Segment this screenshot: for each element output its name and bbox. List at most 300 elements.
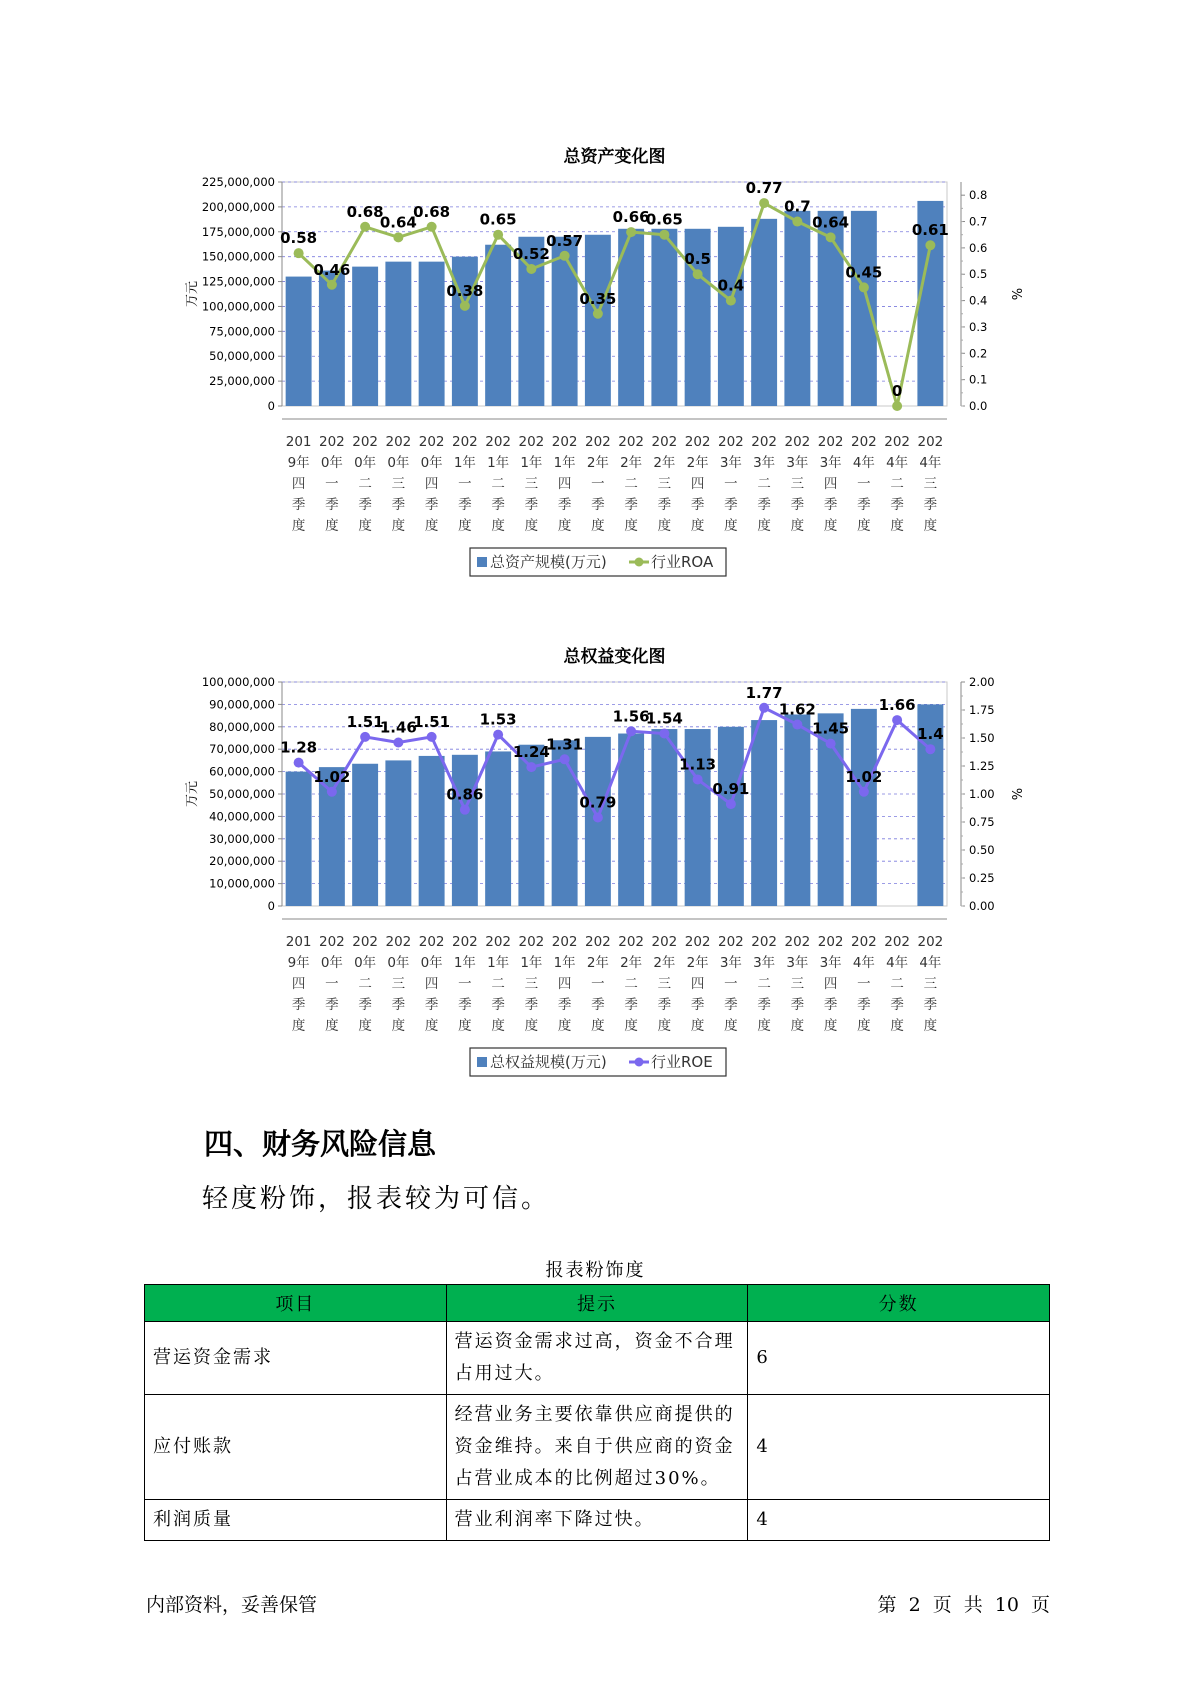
x-tick-label-line: 一 bbox=[857, 976, 871, 992]
x-tick-label-line: 1年 bbox=[453, 455, 476, 471]
x-tick-label-line: 季 bbox=[923, 497, 938, 513]
x-tick-label-line: 季 bbox=[923, 997, 938, 1013]
bar bbox=[784, 714, 810, 906]
x-tick-label bbox=[784, 434, 810, 534]
line-point bbox=[327, 280, 337, 290]
x-tick-label-line: 202 bbox=[817, 934, 844, 950]
x-tick-label-line: 202 bbox=[418, 934, 445, 950]
x-tick-label-line: 0年 bbox=[420, 955, 443, 971]
x-tick-label-line: 度 bbox=[890, 518, 904, 534]
bar bbox=[452, 755, 478, 906]
x-tick-label-line: 度 bbox=[557, 518, 572, 534]
x-tick-label-line: 季 bbox=[657, 497, 672, 513]
x-tick-label-line: 度 bbox=[358, 518, 372, 534]
x-tick-label-line: 202 bbox=[352, 434, 379, 450]
x-tick-label-line: 度 bbox=[424, 1018, 439, 1034]
x-tick-label bbox=[784, 934, 810, 1034]
x-tick-label-line: 季 bbox=[890, 997, 904, 1013]
x-tick-label-line: 202 bbox=[717, 934, 744, 950]
risk-summary: 轻度粉饰，报表较为可信。 bbox=[202, 1184, 551, 1214]
y2-tick-label: 1.50 bbox=[969, 731, 995, 745]
y2-tick-label: 1.00 bbox=[969, 787, 995, 801]
data-label: 0.4 bbox=[717, 276, 745, 295]
x-tick-label-line: 202 bbox=[784, 934, 811, 950]
bar bbox=[851, 709, 877, 906]
x-tick-label bbox=[651, 934, 677, 1034]
data-label: 1.4 bbox=[917, 725, 944, 744]
x-tick-label-line: 四 bbox=[557, 476, 572, 492]
x-tick-label-line: 202 bbox=[584, 434, 611, 450]
bar bbox=[352, 764, 378, 906]
table-row bbox=[145, 1395, 1050, 1500]
y-tick-label: 150,000,000 bbox=[201, 249, 275, 264]
x-tick-label-line: 3年 bbox=[719, 455, 742, 471]
y2-tick-label: 0.50 bbox=[969, 843, 995, 857]
x-tick-label-line: 二 bbox=[624, 976, 638, 992]
x-tick-label-line: 二 bbox=[757, 976, 771, 992]
section-title: 四、财务风险信息 bbox=[204, 1127, 437, 1161]
y-tick-label: 100,000,000 bbox=[201, 299, 275, 314]
x-tick-label bbox=[518, 934, 544, 1034]
x-tick-label-line: 202 bbox=[618, 934, 645, 950]
x-tick-label bbox=[818, 934, 844, 1034]
bar bbox=[385, 262, 411, 406]
table-row bbox=[145, 1500, 1050, 1541]
x-tick-label-line: 季 bbox=[591, 497, 605, 513]
x-tick-label-line: 季 bbox=[823, 997, 838, 1013]
x-tick-label-line: 202 bbox=[917, 934, 944, 950]
x-tick-label-line: 季 bbox=[424, 497, 439, 513]
bar bbox=[784, 211, 810, 406]
x-tick-label-line: 202 bbox=[584, 934, 611, 950]
line-point bbox=[693, 269, 703, 279]
x-tick-label-line: 度 bbox=[291, 1018, 306, 1034]
x-tick-label-line: 季 bbox=[624, 997, 638, 1013]
x-tick-label bbox=[485, 934, 511, 1034]
bar bbox=[552, 237, 578, 406]
x-tick-label-line: 202 bbox=[751, 434, 778, 450]
x-tick-label-line: 二 bbox=[358, 476, 372, 492]
x-tick-label-line: 四 bbox=[424, 476, 439, 492]
line-point bbox=[626, 227, 636, 237]
x-tick-label-line: 202 bbox=[651, 434, 678, 450]
x-tick-label-line: 季 bbox=[391, 497, 406, 513]
x-tick-label bbox=[552, 934, 578, 1034]
bar bbox=[851, 211, 877, 406]
x-tick-label bbox=[651, 434, 677, 534]
x-tick-label-line: 度 bbox=[790, 1018, 805, 1034]
x-tick-label-line: 202 bbox=[485, 934, 512, 950]
header-hint: 提示 bbox=[446, 1285, 748, 1322]
data-label: 0.61 bbox=[911, 221, 949, 240]
x-tick-label-line: 季 bbox=[757, 997, 771, 1013]
x-tick-label bbox=[286, 434, 312, 534]
line-point bbox=[659, 729, 669, 739]
x-tick-label bbox=[718, 434, 744, 534]
x-tick-label-line: 2年 bbox=[620, 955, 643, 971]
x-tick-label bbox=[452, 934, 478, 1034]
x-tick-label bbox=[585, 934, 611, 1034]
x-tick-label-line: 三 bbox=[923, 476, 938, 492]
x-tick-label-line: 季 bbox=[391, 997, 406, 1013]
x-tick-label bbox=[751, 434, 777, 534]
row-item: 利润质量 bbox=[145, 1500, 447, 1541]
x-tick-label-line: 1年 bbox=[487, 955, 510, 971]
x-tick-label-line: 4年 bbox=[886, 955, 909, 971]
x-tick-label-line: 1年 bbox=[520, 455, 543, 471]
x-tick-label-line: 季 bbox=[624, 497, 638, 513]
data-label: 0.45 bbox=[845, 263, 883, 282]
x-tick-label-line: 二 bbox=[890, 976, 904, 992]
x-tick-label-line: 三 bbox=[524, 476, 539, 492]
data-label: 0.79 bbox=[579, 793, 617, 812]
x-tick-label-line: 三 bbox=[657, 976, 672, 992]
x-tick-label-line: 季 bbox=[491, 997, 505, 1013]
line-point bbox=[460, 805, 470, 815]
line-point bbox=[560, 754, 570, 764]
bar bbox=[385, 760, 411, 906]
line-point bbox=[427, 732, 437, 742]
table-caption: 报表粉饰度 bbox=[545, 1260, 646, 1281]
x-tick-label-line: 0年 bbox=[354, 455, 377, 471]
x-tick-label-line: 四 bbox=[823, 476, 838, 492]
x-tick-label-line: 0年 bbox=[320, 955, 343, 971]
line-point bbox=[393, 737, 403, 747]
data-label: 1.53 bbox=[479, 710, 517, 729]
x-tick-label-line: 度 bbox=[857, 518, 871, 534]
x-tick-label-line: 一 bbox=[325, 976, 339, 992]
x-tick-label bbox=[552, 434, 578, 534]
x-tick-label bbox=[917, 434, 943, 534]
x-tick-label-line: 度 bbox=[724, 1018, 738, 1034]
x-tick-label-line: 202 bbox=[485, 434, 512, 450]
x-tick-label-line: 季 bbox=[325, 497, 339, 513]
x-tick-label bbox=[518, 434, 544, 534]
x-tick-label-line: 202 bbox=[651, 934, 678, 950]
line-point bbox=[759, 703, 769, 713]
line-point bbox=[792, 217, 802, 227]
y2-tick-label: 2.00 bbox=[969, 675, 995, 689]
data-label: 1.28 bbox=[280, 738, 318, 757]
x-tick-label bbox=[685, 934, 711, 1034]
data-label: 0.68 bbox=[346, 202, 384, 221]
bar bbox=[485, 245, 511, 406]
x-tick-label-line: 3年 bbox=[719, 955, 742, 971]
bar bbox=[419, 756, 445, 906]
x-tick-label bbox=[718, 934, 744, 1034]
x-tick-label-line: 9年 bbox=[287, 955, 310, 971]
x-tick-label-line: 度 bbox=[325, 1018, 339, 1034]
y-tick-label: 200,000,000 bbox=[201, 199, 275, 214]
x-tick-label-line: 1年 bbox=[453, 955, 476, 971]
data-label: 1.46 bbox=[379, 718, 417, 737]
x-tick-label-line: 202 bbox=[717, 434, 744, 450]
y-tick-label: 50,000,000 bbox=[209, 349, 275, 364]
line-point bbox=[560, 251, 570, 261]
x-tick-label-line: 202 bbox=[817, 434, 844, 450]
data-label: 0.66 bbox=[612, 208, 650, 227]
x-tick-label-line: 202 bbox=[451, 934, 478, 950]
data-label: 1.45 bbox=[812, 719, 850, 738]
bar bbox=[419, 262, 445, 406]
y-tick-label: 175,000,000 bbox=[201, 224, 275, 239]
x-tick-label-line: 3年 bbox=[753, 955, 776, 971]
x-tick-label-line: 2年 bbox=[586, 455, 609, 471]
data-label: 1.62 bbox=[778, 700, 816, 719]
x-tick-label-line: 二 bbox=[757, 476, 771, 492]
x-tick-label-line: 3年 bbox=[786, 955, 809, 971]
legend-bar-label: 总资产规模(万元) bbox=[490, 553, 607, 571]
x-tick-label-line: 季 bbox=[291, 497, 306, 513]
data-label: 1.54 bbox=[645, 709, 683, 728]
table-header-row bbox=[145, 1285, 1050, 1322]
x-tick-label-line: 二 bbox=[491, 476, 505, 492]
line-point bbox=[826, 739, 836, 749]
data-label: 0.58 bbox=[280, 229, 318, 248]
x-tick-label-line: 3年 bbox=[819, 455, 842, 471]
x-tick-label-line: 度 bbox=[291, 518, 306, 534]
line-point bbox=[294, 758, 304, 768]
bar bbox=[651, 729, 677, 906]
data-label: 1.24 bbox=[512, 743, 550, 762]
x-tick-label bbox=[385, 934, 411, 1034]
y-tick-label: 80,000,000 bbox=[209, 719, 275, 734]
risk-table bbox=[144, 1284, 1050, 1541]
x-tick-label-line: 季 bbox=[358, 997, 372, 1013]
y2-tick-label: 0.75 bbox=[969, 815, 995, 829]
x-tick-label-line: 季 bbox=[823, 497, 838, 513]
x-tick-label-line: 度 bbox=[358, 1018, 372, 1034]
bar bbox=[585, 235, 611, 406]
x-tick-label bbox=[452, 434, 478, 534]
x-tick-label-line: 度 bbox=[524, 1018, 539, 1034]
line-point bbox=[693, 774, 703, 784]
x-tick-label-line: 2年 bbox=[686, 955, 709, 971]
x-tick-label-line: 季 bbox=[291, 997, 306, 1013]
x-tick-label-line: 季 bbox=[557, 497, 572, 513]
x-tick-label-line: 一 bbox=[724, 476, 738, 492]
x-tick-label bbox=[618, 934, 644, 1034]
x-tick-label-line: 4年 bbox=[852, 955, 875, 971]
x-tick-label-line: 季 bbox=[325, 997, 339, 1013]
data-label: 0.86 bbox=[446, 785, 484, 804]
x-tick-label-line: 202 bbox=[917, 434, 944, 450]
x-tick-label-line: 一 bbox=[724, 976, 738, 992]
x-tick-label-line: 度 bbox=[491, 518, 505, 534]
total-equity-chart bbox=[0, 640, 1191, 1110]
x-tick-label-line: 度 bbox=[757, 518, 771, 534]
row-item: 营运资金需求 bbox=[145, 1322, 447, 1395]
x-tick-label-line: 202 bbox=[518, 934, 545, 950]
x-tick-label-line: 1年 bbox=[553, 455, 576, 471]
bar bbox=[751, 720, 777, 906]
x-tick-label-line: 度 bbox=[690, 1018, 705, 1034]
x-tick-label-line: 二 bbox=[890, 476, 904, 492]
row-hint: 经营业务主要依靠供应商提供的资金维持。来自于供应商的资金占营业成本的比例超过30%。 bbox=[446, 1395, 748, 1500]
x-tick-label-line: 四 bbox=[424, 976, 439, 992]
x-tick-label-line: 季 bbox=[790, 497, 805, 513]
line-point bbox=[659, 230, 669, 240]
x-tick-label-line: 度 bbox=[923, 1018, 938, 1034]
x-tick-label-line: 季 bbox=[657, 997, 672, 1013]
x-tick-label-line: 202 bbox=[385, 434, 412, 450]
bar bbox=[718, 727, 744, 906]
x-tick-label-line: 季 bbox=[890, 497, 904, 513]
x-tick-label-line: 202 bbox=[684, 434, 711, 450]
y-tick-label: 50,000,000 bbox=[209, 787, 275, 801]
x-tick-label-line: 度 bbox=[624, 518, 638, 534]
line-point bbox=[726, 296, 736, 306]
x-tick-label-line: 202 bbox=[551, 934, 578, 950]
x-tick-label bbox=[385, 434, 411, 534]
x-tick-label-line: 202 bbox=[451, 434, 478, 450]
x-tick-label-line: 度 bbox=[424, 518, 439, 534]
x-tick-label-line: 度 bbox=[524, 518, 539, 534]
x-tick-label-line: 0年 bbox=[387, 955, 410, 971]
line-point bbox=[626, 726, 636, 736]
y-tick-label: 40,000,000 bbox=[209, 809, 275, 824]
y-tick-label: 25,000,000 bbox=[209, 374, 275, 389]
line-point bbox=[393, 232, 403, 242]
data-label: 1.77 bbox=[745, 683, 783, 702]
x-tick-label-line: 度 bbox=[657, 1018, 672, 1034]
data-label: 0.7 bbox=[784, 197, 811, 216]
data-label: 1.66 bbox=[878, 696, 916, 715]
x-tick-label-line: 度 bbox=[458, 518, 472, 534]
data-label: 0.77 bbox=[745, 179, 783, 198]
data-label: 1.31 bbox=[546, 735, 584, 754]
x-tick-label-line: 度 bbox=[391, 518, 406, 534]
y-tick-label: 30,000,000 bbox=[209, 831, 275, 846]
footer-page-number: 第 2 页 共 10 页 bbox=[877, 1594, 1050, 1616]
bar bbox=[618, 734, 644, 906]
x-tick-label-line: 4年 bbox=[919, 955, 942, 971]
data-label: 1.51 bbox=[346, 712, 384, 731]
x-tick-label-line: 1年 bbox=[520, 955, 543, 971]
x-tick-label-line: 202 bbox=[352, 934, 379, 950]
x-tick-label bbox=[851, 434, 877, 534]
x-tick-label-line: 度 bbox=[391, 1018, 406, 1034]
x-tick-label-line: 202 bbox=[850, 434, 877, 450]
x-tick-label-line: 季 bbox=[790, 997, 805, 1013]
row-hint: 营业利润率下降过快。 bbox=[446, 1500, 748, 1541]
line-point bbox=[925, 744, 935, 754]
x-tick-label-line: 四 bbox=[823, 976, 838, 992]
chart-svg bbox=[0, 140, 1191, 610]
x-tick-label-line: 季 bbox=[358, 497, 372, 513]
y2-tick-label: 0.2 bbox=[969, 346, 988, 361]
row-score: 4 bbox=[748, 1500, 1050, 1541]
x-tick-label-line: 一 bbox=[857, 476, 871, 492]
x-tick-label-line: 3年 bbox=[753, 455, 776, 471]
y2-tick-label: 0.6 bbox=[969, 240, 988, 255]
y2-tick-label: 0.0 bbox=[969, 399, 988, 413]
bar bbox=[286, 772, 312, 906]
data-label: 0.91 bbox=[712, 780, 750, 799]
y-tick-label: 20,000,000 bbox=[209, 854, 275, 869]
y2-tick-label: 0.00 bbox=[969, 899, 995, 913]
bar bbox=[718, 227, 744, 406]
x-tick-label-line: 三 bbox=[923, 976, 938, 992]
x-tick-label-line: 201 bbox=[285, 434, 312, 450]
y-tick-label: 75,000,000 bbox=[209, 324, 275, 339]
x-tick-label-line: 度 bbox=[757, 1018, 771, 1034]
x-tick-label bbox=[419, 934, 445, 1034]
x-tick-label-line: 0年 bbox=[387, 455, 410, 471]
x-tick-label-line: 三 bbox=[657, 476, 672, 492]
x-tick-label-line: 202 bbox=[551, 434, 578, 450]
x-tick-label-line: 1年 bbox=[553, 955, 576, 971]
legend-bar-swatch bbox=[477, 557, 487, 567]
x-tick-label-line: 3年 bbox=[786, 455, 809, 471]
line-point bbox=[493, 230, 503, 240]
y2-tick-label: 0.25 bbox=[969, 871, 995, 885]
x-tick-label-line: 季 bbox=[857, 497, 871, 513]
x-tick-label-line: 2年 bbox=[620, 455, 643, 471]
y-tick-label: 90,000,000 bbox=[209, 697, 275, 712]
x-tick-label bbox=[818, 434, 844, 534]
y-axis-label: 万元 bbox=[185, 780, 200, 808]
x-tick-label-line: 度 bbox=[790, 518, 805, 534]
x-tick-label bbox=[585, 434, 611, 534]
x-tick-label bbox=[685, 434, 711, 534]
line-point bbox=[859, 787, 869, 797]
data-label: 0.57 bbox=[546, 231, 584, 250]
x-tick-label-line: 四 bbox=[557, 976, 572, 992]
x-tick-label-line: 度 bbox=[823, 518, 838, 534]
x-tick-label-line: 四 bbox=[291, 476, 306, 492]
line-point bbox=[327, 787, 337, 797]
x-tick-label-line: 4年 bbox=[852, 455, 875, 471]
x-tick-label bbox=[319, 434, 345, 534]
x-tick-label-line: 二 bbox=[624, 476, 638, 492]
x-tick-label-line: 9年 bbox=[287, 455, 310, 471]
y2-tick-label: 0.4 bbox=[969, 293, 988, 308]
data-label: 0 bbox=[891, 382, 903, 400]
x-tick-label-line: 三 bbox=[391, 976, 406, 992]
data-label: 0.35 bbox=[579, 289, 617, 308]
x-tick-label-line: 度 bbox=[458, 1018, 472, 1034]
x-tick-label-line: 三 bbox=[790, 476, 805, 492]
x-tick-label-line: 度 bbox=[624, 1018, 638, 1034]
legend-bar-swatch bbox=[477, 1057, 487, 1067]
x-tick-label bbox=[286, 934, 312, 1034]
x-tick-label-line: 季 bbox=[724, 997, 738, 1013]
x-tick-label-line: 202 bbox=[850, 934, 877, 950]
x-tick-label-line: 度 bbox=[890, 1018, 904, 1034]
x-tick-label-line: 202 bbox=[318, 434, 345, 450]
x-tick-label-line: 季 bbox=[458, 997, 472, 1013]
x-tick-label-line: 2年 bbox=[653, 455, 676, 471]
line-point bbox=[792, 720, 802, 730]
bar bbox=[452, 257, 478, 406]
line-point bbox=[460, 301, 470, 311]
header-item: 项目 bbox=[145, 1285, 447, 1322]
chart-title: 总权益变化图 bbox=[563, 647, 666, 667]
line-point bbox=[759, 198, 769, 208]
row-item: 应付账款 bbox=[145, 1395, 447, 1500]
legend-bar-label: 总权益规模(万元) bbox=[490, 1053, 607, 1071]
x-tick-label-line: 一 bbox=[591, 476, 605, 492]
x-tick-label bbox=[851, 934, 877, 1034]
line-point bbox=[892, 715, 902, 725]
x-tick-label-line: 一 bbox=[458, 976, 472, 992]
x-tick-label-line: 202 bbox=[884, 434, 911, 450]
x-tick-label-line: 季 bbox=[690, 997, 705, 1013]
x-tick-label-line: 202 bbox=[751, 934, 778, 950]
x-tick-label-line: 度 bbox=[823, 1018, 838, 1034]
line-point bbox=[892, 401, 902, 411]
